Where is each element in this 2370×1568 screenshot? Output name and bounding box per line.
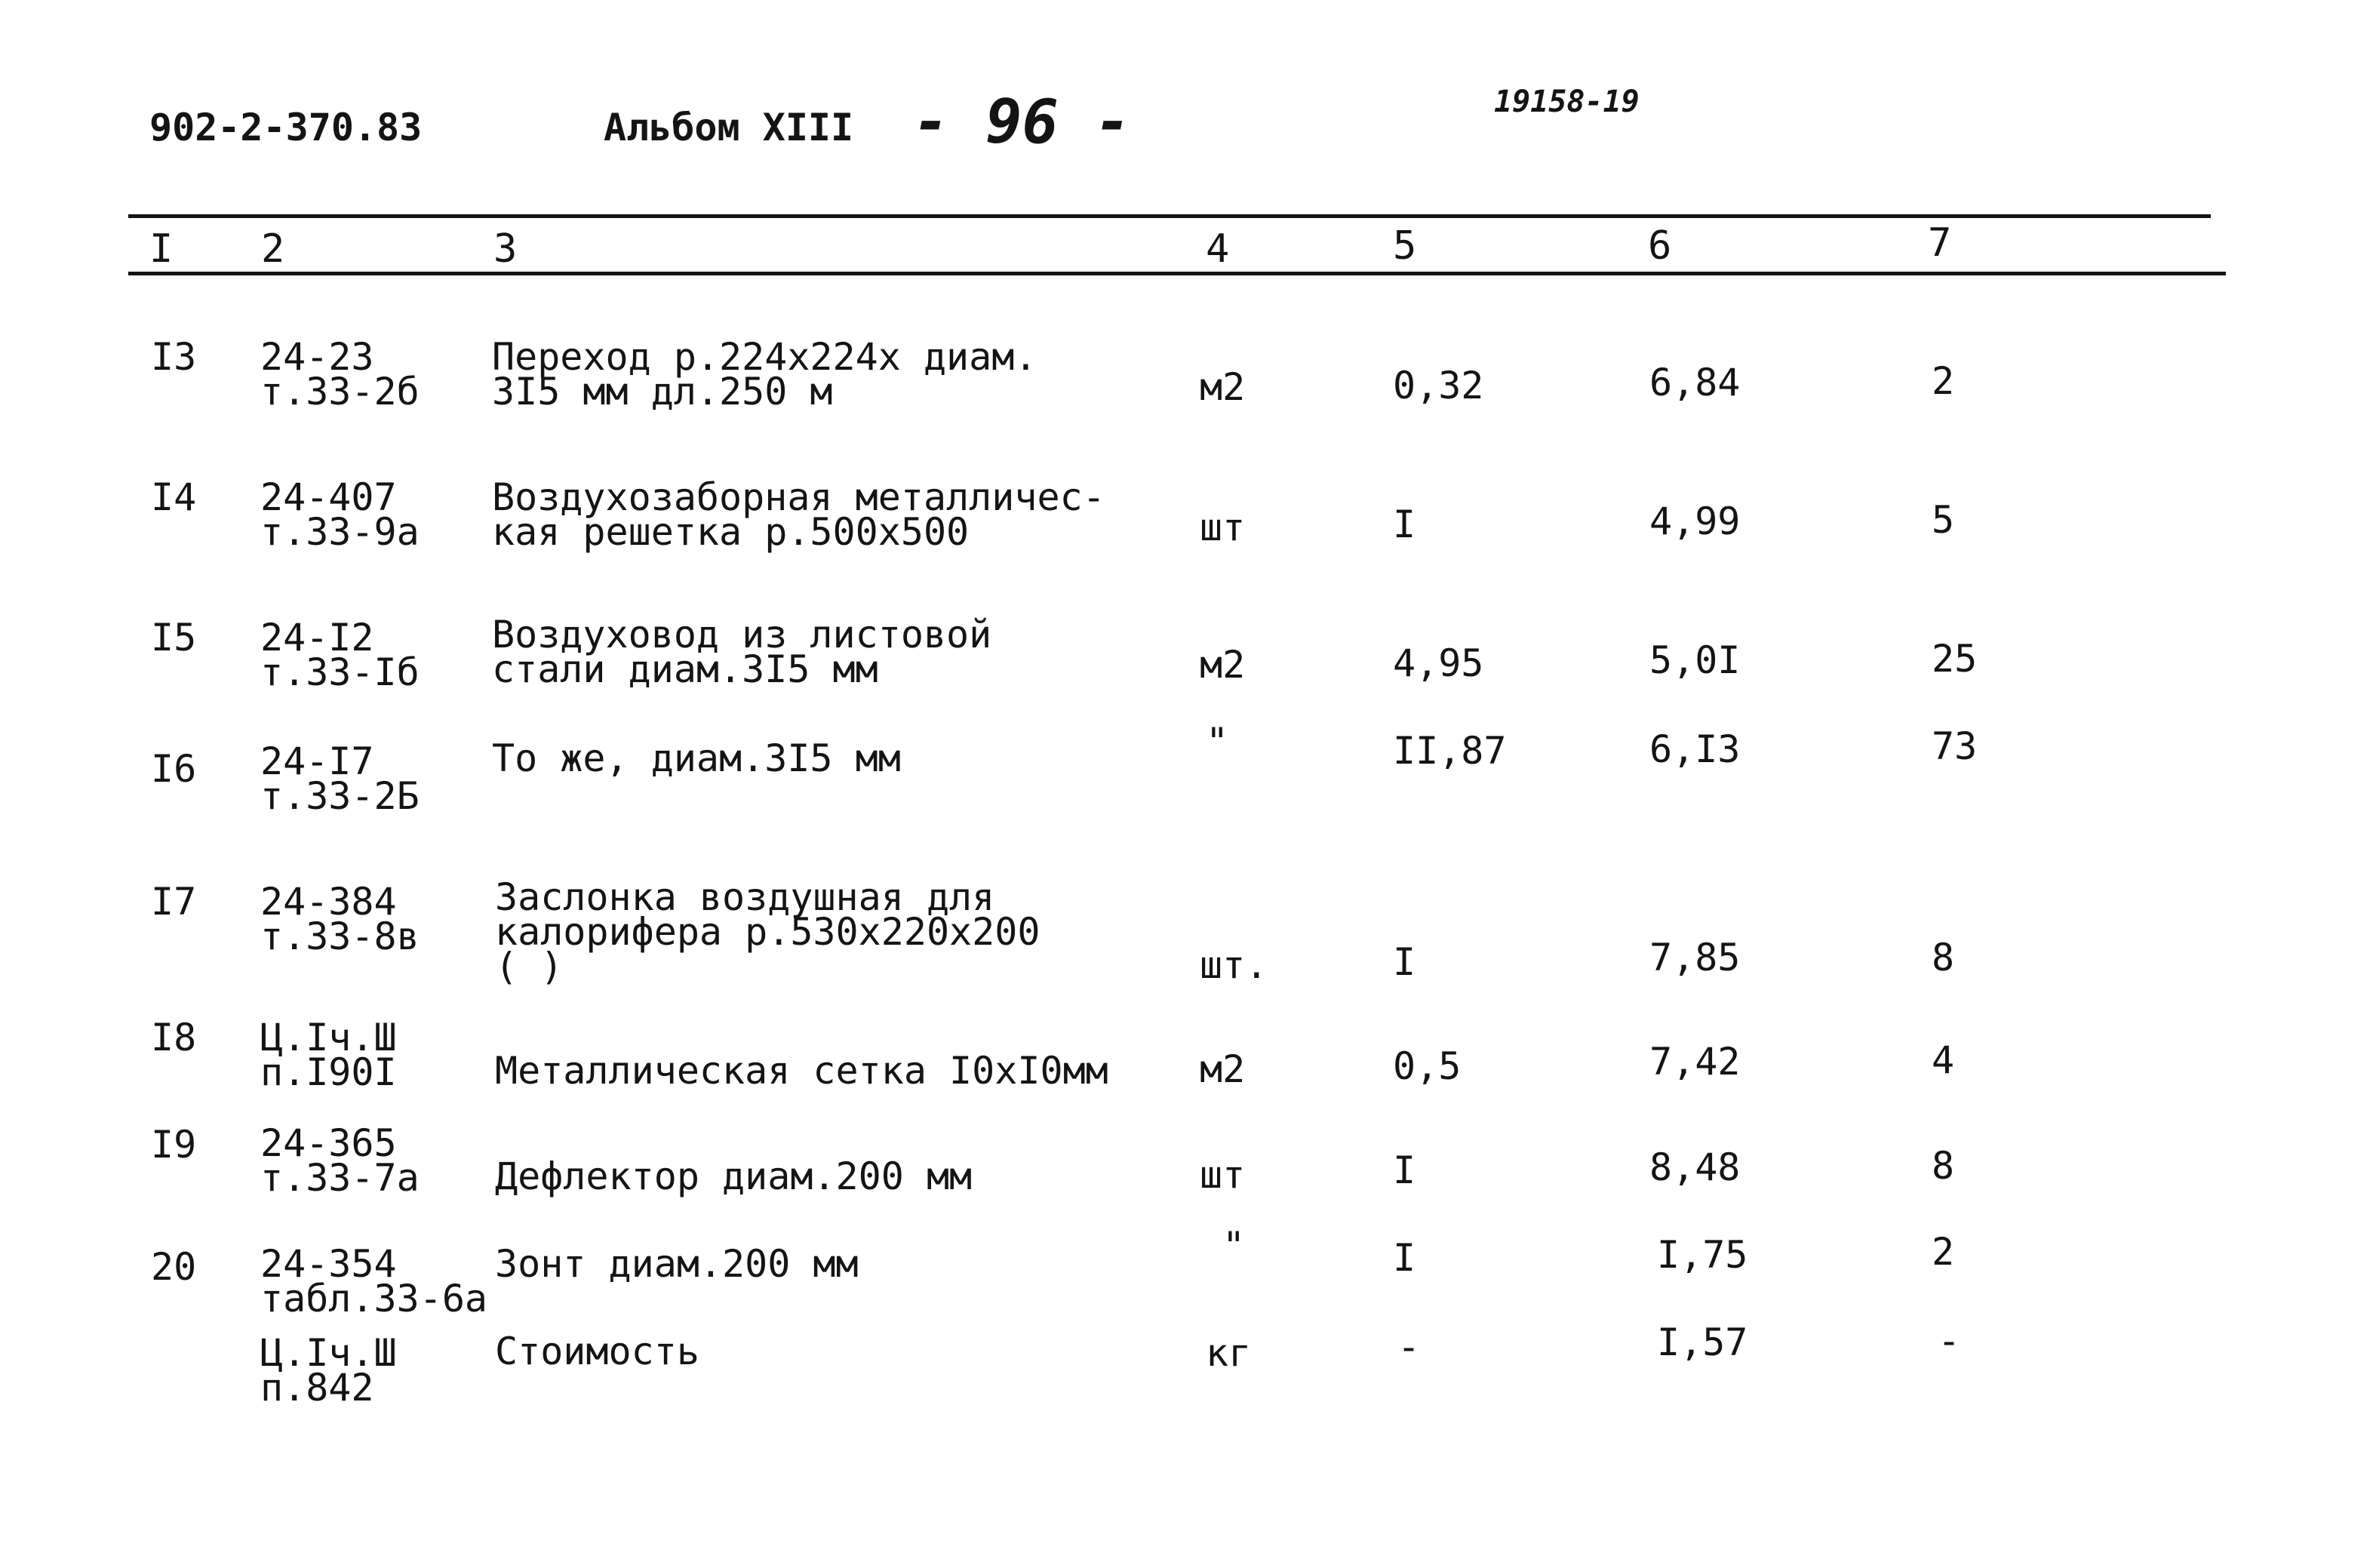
quantity: - xyxy=(1397,1325,1421,1369)
total: 5 xyxy=(1932,498,1955,542)
quantity: II,87 xyxy=(1393,729,1507,773)
unit-price: 8,48 xyxy=(1649,1145,1741,1189)
description-line: Воздухозаборная металличес- xyxy=(492,475,1105,519)
col-header-5: 5 xyxy=(1393,223,1417,269)
unit-price: 7,85 xyxy=(1649,936,1741,979)
quantity: I xyxy=(1393,940,1416,984)
row-number: I9 xyxy=(151,1123,197,1167)
reference-code: 24-23 xyxy=(260,335,374,379)
unit-price: I,75 xyxy=(1657,1233,1748,1277)
reference-table: т.33-7а xyxy=(260,1156,420,1200)
document-code: 902-2-370.83 xyxy=(149,106,423,149)
description-line: Металлическая сетка I0хI0мм xyxy=(495,1049,1108,1093)
total: 2 xyxy=(1932,1230,1955,1274)
quantity: 0,32 xyxy=(1393,364,1484,407)
unit: шт. xyxy=(1200,943,1268,987)
unit-price: 6,84 xyxy=(1649,361,1741,404)
total: - xyxy=(1938,1319,1961,1363)
row-number: I6 xyxy=(151,747,197,791)
row-number: I5 xyxy=(151,616,197,659)
quantity: I xyxy=(1393,1236,1416,1280)
col-header-7: 7 xyxy=(1928,220,1952,266)
unit-price: I,57 xyxy=(1657,1321,1748,1364)
reference-table: п.842 xyxy=(260,1366,374,1410)
unit: м2 xyxy=(1200,643,1246,687)
description-line: калорифера р.530х220х200 xyxy=(495,910,1041,954)
album-label: Альбом XIII xyxy=(604,106,854,149)
unit-price: 4,99 xyxy=(1649,500,1741,543)
total: 8 xyxy=(1932,936,1955,979)
col-header-2: 2 xyxy=(261,226,285,272)
row-number: I7 xyxy=(151,880,197,924)
unit: м2 xyxy=(1200,1047,1246,1091)
total: 4 xyxy=(1932,1038,1955,1082)
table-header-rule xyxy=(128,272,2226,275)
quantity: I xyxy=(1393,503,1416,546)
reference-code: 24-365 xyxy=(260,1121,397,1165)
description-line: Переход р.224х224х диам. xyxy=(492,335,1037,379)
page-number: - 96 - xyxy=(913,87,1131,157)
description-line: Заслонка воздушная для xyxy=(495,875,995,919)
col-header-6: 6 xyxy=(1648,223,1672,269)
unit: м2 xyxy=(1200,365,1246,409)
row-number: I8 xyxy=(151,1016,197,1059)
total: 8 xyxy=(1932,1144,1955,1188)
reference-code: Ц.Iч.Ш xyxy=(260,1331,397,1375)
total: 25 xyxy=(1932,637,1978,681)
description-line: Зонт диам.200 мм xyxy=(495,1242,859,1286)
quantity: 0,5 xyxy=(1393,1044,1462,1088)
row-number: I3 xyxy=(151,335,197,379)
table-top-rule xyxy=(128,214,2211,218)
unit: " xyxy=(1206,720,1229,764)
col-header-3: 3 xyxy=(493,226,518,272)
description-line: стали диам.3I5 мм xyxy=(492,647,878,691)
inventory-stamp: 19158-19 xyxy=(1494,85,1640,119)
col-header-1: I xyxy=(149,226,174,272)
unit-price: 7,42 xyxy=(1649,1040,1741,1084)
reference-code: 24-I7 xyxy=(260,739,374,783)
description-line: 3I5 мм дл.250 м xyxy=(492,370,833,414)
reference-code: Ц.Iч.Ш xyxy=(260,1016,397,1059)
reference-table: т.33-Iб xyxy=(260,650,420,694)
total: 73 xyxy=(1932,724,1978,768)
reference-table: п.I90I xyxy=(260,1050,397,1094)
unit: " xyxy=(1222,1224,1246,1268)
total: 2 xyxy=(1932,359,1955,403)
reference-table: т.33-8в xyxy=(260,915,420,958)
reference-table: т.33-2Б xyxy=(260,774,420,818)
unit: шт xyxy=(1200,1153,1246,1197)
reference-code: 24-354 xyxy=(260,1242,397,1286)
reference-code: 24-I2 xyxy=(260,616,374,659)
quantity: 4,95 xyxy=(1393,641,1484,685)
unit: шт xyxy=(1200,506,1246,549)
description-line: Стоимость xyxy=(495,1330,699,1373)
unit-price: 6,I3 xyxy=(1649,727,1741,771)
description-line: кая решетка р.500х500 xyxy=(492,510,970,554)
row-number: 20 xyxy=(151,1245,197,1289)
col-header-4: 4 xyxy=(1206,226,1230,272)
reference-code: 24-407 xyxy=(260,475,397,519)
description-line: То же, диам.3I5 мм xyxy=(492,736,901,780)
reference-table: табл.33-6а xyxy=(260,1277,488,1321)
unit: кг xyxy=(1206,1331,1252,1375)
quantity: I xyxy=(1393,1148,1416,1192)
description-line: Дефлектор диам.200 мм xyxy=(495,1154,973,1198)
reference-code: 24-384 xyxy=(260,880,397,924)
row-number: I4 xyxy=(151,475,197,519)
description-line: ( ) xyxy=(495,945,564,988)
reference-table: т.33-2б xyxy=(260,370,420,414)
unit-price: 5,0I xyxy=(1649,638,1741,682)
reference-table: т.33-9а xyxy=(260,510,420,554)
description-line: Воздуховод из листовой xyxy=(492,613,992,656)
